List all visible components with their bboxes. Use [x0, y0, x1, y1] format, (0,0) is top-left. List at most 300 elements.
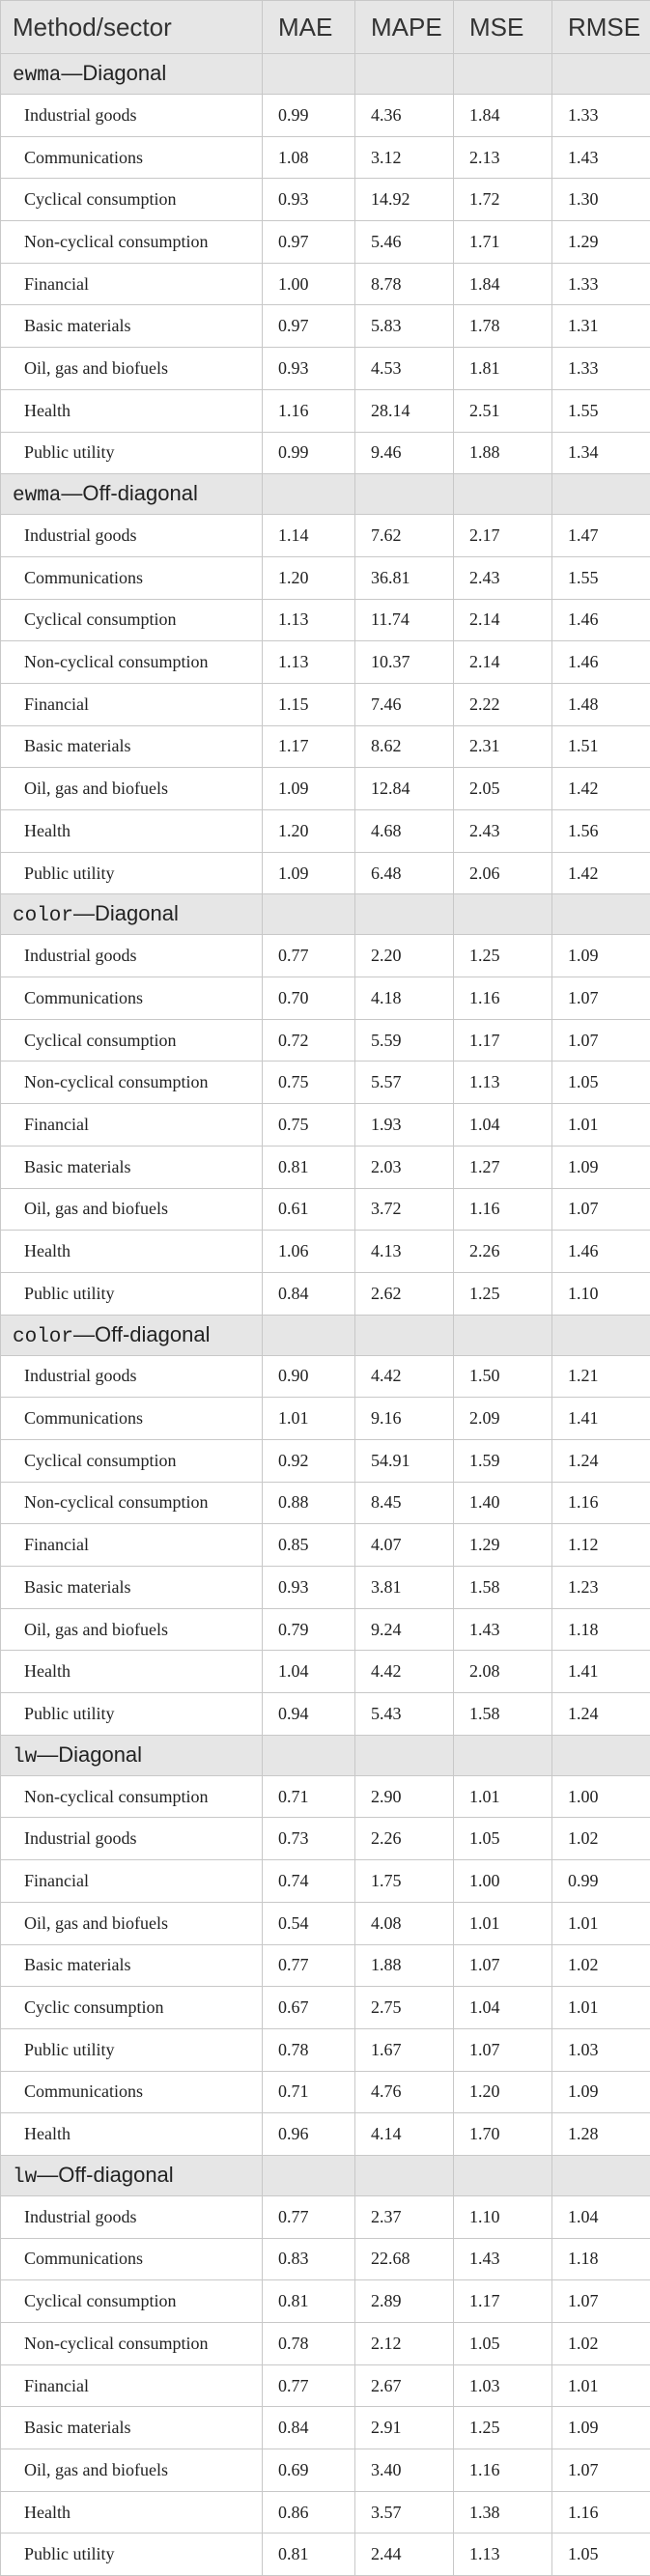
sector-name-cell: Basic materials [1, 1146, 263, 1188]
section-label: —Diagonal [61, 61, 166, 85]
section-empty-cell [355, 474, 454, 515]
table-row [1, 2071, 650, 2113]
mse-cell: 1.58 [454, 1693, 552, 1736]
column-header-method-sector: Method/sector [1, 1, 263, 54]
table-row [1, 305, 650, 348]
rmse-cell: 1.24 [552, 1439, 650, 1482]
mse-cell: 1.01 [454, 1902, 552, 1944]
table-row [1, 599, 650, 641]
mse-cell: 1.01 [454, 1775, 552, 1818]
section-empty-cell [263, 1735, 355, 1775]
section-label: —Diagonal [37, 1742, 142, 1767]
rmse-cell: 1.05 [552, 1062, 650, 1104]
section-header-row [1, 2155, 650, 2195]
table-row [1, 1146, 650, 1188]
section-label: —Off-diagonal [73, 1322, 210, 1346]
rmse-cell: 1.46 [552, 1231, 650, 1273]
table-row [1, 179, 650, 221]
mse-cell: 1.43 [454, 2238, 552, 2280]
mse-cell: 1.17 [454, 2280, 552, 2323]
table-row [1, 1608, 650, 1651]
table-row [1, 1987, 650, 2029]
sector-name-cell: Communications [1, 136, 263, 179]
rmse-cell: 1.56 [552, 810, 650, 853]
mse-cell: 2.06 [454, 852, 552, 894]
table-row [1, 1567, 650, 1609]
mse-cell: 2.14 [454, 599, 552, 641]
section-title [1, 54, 263, 95]
mape-cell: 4.08 [355, 1902, 454, 1944]
section-empty-cell [454, 2155, 552, 2195]
mape-cell: 9.24 [355, 1608, 454, 1651]
mape-cell: 54.91 [355, 1439, 454, 1482]
mae-cell: 0.77 [263, 2195, 355, 2238]
mape-cell: 2.03 [355, 1146, 454, 1188]
mse-cell: 1.13 [454, 1062, 552, 1104]
table-row [1, 1439, 650, 1482]
section-method-code: lw [13, 2166, 37, 2189]
table-row [1, 95, 650, 137]
mae-cell: 0.77 [263, 1944, 355, 1987]
rmse-cell: 1.16 [552, 2491, 650, 2534]
mape-cell: 4.07 [355, 1524, 454, 1567]
table-row [1, 977, 650, 1020]
mae-cell: 0.93 [263, 348, 355, 390]
mse-cell: 2.22 [454, 683, 552, 725]
mse-cell: 1.07 [454, 1944, 552, 1987]
column-header-mae: MAE [263, 1, 355, 54]
table-row [1, 768, 650, 810]
mae-cell: 1.09 [263, 768, 355, 810]
sector-name-cell: Financial [1, 1524, 263, 1567]
sector-name-cell: Industrial goods [1, 935, 263, 977]
mse-cell: 2.43 [454, 556, 552, 599]
sector-name-cell: Communications [1, 977, 263, 1020]
mae-cell: 0.61 [263, 1188, 355, 1231]
mse-cell: 1.16 [454, 1188, 552, 1231]
mae-cell: 1.14 [263, 515, 355, 557]
mae-cell: 0.71 [263, 1775, 355, 1818]
sector-name-cell: Communications [1, 556, 263, 599]
mae-cell: 1.17 [263, 725, 355, 768]
mae-cell: 0.71 [263, 2071, 355, 2113]
mae-cell: 0.73 [263, 1818, 355, 1860]
section-header-row [1, 894, 650, 935]
sector-name-cell: Public utility [1, 1693, 263, 1736]
mae-cell: 0.84 [263, 2407, 355, 2449]
sector-name-cell: Non-cyclical consumption [1, 1482, 263, 1524]
mse-cell: 1.38 [454, 2491, 552, 2534]
rmse-cell: 1.01 [552, 1902, 650, 1944]
mape-cell: 4.13 [355, 1231, 454, 1273]
mape-cell: 1.93 [355, 1104, 454, 1146]
mape-cell: 14.92 [355, 179, 454, 221]
table-row [1, 852, 650, 894]
sector-name-cell: Financial [1, 2364, 263, 2407]
mse-cell: 1.25 [454, 1272, 552, 1315]
mape-cell: 3.81 [355, 1567, 454, 1609]
mape-cell: 5.43 [355, 1693, 454, 1736]
rmse-cell: 1.07 [552, 977, 650, 1020]
mae-cell: 1.16 [263, 389, 355, 432]
sector-name-cell: Public utility [1, 852, 263, 894]
section-empty-cell [355, 1735, 454, 1775]
mape-cell: 1.67 [355, 2028, 454, 2071]
mae-cell: 1.01 [263, 1398, 355, 1440]
mape-cell: 2.62 [355, 1272, 454, 1315]
rmse-cell: 1.09 [552, 2071, 650, 2113]
mse-cell: 1.10 [454, 2195, 552, 2238]
sector-name-cell: Oil, gas and biofuels [1, 2449, 263, 2492]
mse-cell: 2.13 [454, 136, 552, 179]
rmse-cell: 0.99 [552, 1860, 650, 1903]
mape-cell: 4.76 [355, 2071, 454, 2113]
mae-cell: 0.96 [263, 2113, 355, 2156]
sector-name-cell: Industrial goods [1, 515, 263, 557]
mape-cell: 2.26 [355, 1818, 454, 1860]
mse-cell: 1.05 [454, 1818, 552, 1860]
mae-cell: 0.92 [263, 1439, 355, 1482]
mae-cell: 0.77 [263, 2364, 355, 2407]
table-row [1, 389, 650, 432]
mse-cell: 1.59 [454, 1439, 552, 1482]
sector-name-cell: Cyclical consumption [1, 599, 263, 641]
sector-name-cell: Financial [1, 683, 263, 725]
table-row [1, 1482, 650, 1524]
rmse-cell: 1.01 [552, 1104, 650, 1146]
mse-cell: 1.00 [454, 1860, 552, 1903]
sector-name-cell: Public utility [1, 432, 263, 474]
sector-name-cell: Industrial goods [1, 1818, 263, 1860]
sector-name-cell: Communications [1, 1398, 263, 1440]
sector-name-cell: Health [1, 2491, 263, 2534]
rmse-cell: 1.42 [552, 768, 650, 810]
mse-cell: 1.40 [454, 1482, 552, 1524]
sector-name-cell: Non-cyclical consumption [1, 2323, 263, 2365]
table-row [1, 2364, 650, 2407]
mse-cell: 1.04 [454, 1104, 552, 1146]
mape-cell: 4.18 [355, 977, 454, 1020]
section-title [1, 1315, 263, 1355]
sector-name-cell: Oil, gas and biofuels [1, 1188, 263, 1231]
table-row [1, 1818, 650, 1860]
sector-name-cell: Health [1, 389, 263, 432]
mape-cell: 11.74 [355, 599, 454, 641]
rmse-cell: 1.34 [552, 432, 650, 474]
sector-name-cell: Cyclical consumption [1, 2280, 263, 2323]
table-row [1, 556, 650, 599]
mape-cell: 9.46 [355, 432, 454, 474]
rmse-cell: 1.51 [552, 725, 650, 768]
rmse-cell: 1.33 [552, 95, 650, 137]
mae-cell: 0.77 [263, 935, 355, 977]
sector-name-cell: Basic materials [1, 2407, 263, 2449]
mape-cell: 5.57 [355, 1062, 454, 1104]
table-row [1, 1775, 650, 1818]
table-row [1, 1272, 650, 1315]
rmse-cell: 1.07 [552, 1188, 650, 1231]
table-row [1, 432, 650, 474]
mae-cell: 0.67 [263, 1987, 355, 2029]
mae-cell: 1.09 [263, 852, 355, 894]
section-empty-cell [552, 54, 650, 95]
mape-cell: 3.72 [355, 1188, 454, 1231]
table-row [1, 2280, 650, 2323]
mse-cell: 1.27 [454, 1146, 552, 1188]
table-row [1, 2491, 650, 2534]
mape-cell: 8.78 [355, 263, 454, 305]
rmse-cell: 1.01 [552, 2364, 650, 2407]
mae-cell: 0.84 [263, 1272, 355, 1315]
section-empty-cell [263, 1315, 355, 1355]
mse-cell: 1.78 [454, 305, 552, 348]
sector-name-cell: Non-cyclical consumption [1, 1775, 263, 1818]
rmse-cell: 1.07 [552, 2449, 650, 2492]
sector-name-cell: Basic materials [1, 1567, 263, 1609]
section-label: —Diagonal [73, 901, 179, 925]
table-row [1, 515, 650, 557]
mae-cell: 1.08 [263, 136, 355, 179]
mae-cell: 0.78 [263, 2323, 355, 2365]
mape-cell: 6.48 [355, 852, 454, 894]
sector-name-cell: Oil, gas and biofuels [1, 348, 263, 390]
table-header-row [1, 1, 650, 54]
table-row [1, 221, 650, 264]
mae-cell: 1.06 [263, 1231, 355, 1273]
section-header-row [1, 1315, 650, 1355]
sector-name-cell: Cyclic consumption [1, 1987, 263, 2029]
sector-name-cell: Communications [1, 2071, 263, 2113]
sector-name-cell: Non-cyclical consumption [1, 221, 263, 264]
rmse-cell: 1.00 [552, 1775, 650, 1818]
section-empty-cell [454, 474, 552, 515]
column-header-mse: MSE [454, 1, 552, 54]
sector-name-cell: Cyclical consumption [1, 1439, 263, 1482]
mape-cell: 7.62 [355, 515, 454, 557]
section-empty-cell [454, 1315, 552, 1355]
section-label: —Off-diagonal [61, 481, 197, 505]
rmse-cell: 1.02 [552, 2323, 650, 2365]
table-row [1, 2238, 650, 2280]
mape-cell: 5.83 [355, 305, 454, 348]
section-empty-cell [355, 894, 454, 935]
table-row [1, 1355, 650, 1398]
mape-cell: 2.91 [355, 2407, 454, 2449]
mae-cell: 1.13 [263, 599, 355, 641]
mape-cell: 4.53 [355, 348, 454, 390]
table-row [1, 1188, 650, 1231]
rmse-cell: 1.41 [552, 1651, 650, 1693]
rmse-cell: 1.07 [552, 1019, 650, 1062]
section-title [1, 1735, 263, 1775]
mae-cell: 0.94 [263, 1693, 355, 1736]
sector-name-cell: Non-cyclical consumption [1, 641, 263, 684]
rmse-cell: 1.42 [552, 852, 650, 894]
table-row [1, 2195, 650, 2238]
rmse-cell: 1.55 [552, 389, 650, 432]
rmse-cell: 1.33 [552, 263, 650, 305]
mse-cell: 2.05 [454, 768, 552, 810]
section-empty-cell [263, 2155, 355, 2195]
mae-cell: 0.97 [263, 305, 355, 348]
sector-name-cell: Non-cyclical consumption [1, 1062, 263, 1104]
mape-cell: 8.45 [355, 1482, 454, 1524]
section-empty-cell [263, 894, 355, 935]
table-row [1, 263, 650, 305]
rmse-cell: 1.02 [552, 1818, 650, 1860]
table-row [1, 348, 650, 390]
mae-cell: 1.00 [263, 263, 355, 305]
mae-cell: 1.20 [263, 810, 355, 853]
mse-cell: 1.43 [454, 1608, 552, 1651]
mse-cell: 1.13 [454, 2534, 552, 2576]
section-header-row [1, 54, 650, 95]
mae-cell: 0.99 [263, 432, 355, 474]
table-row [1, 2028, 650, 2071]
mape-cell: 9.16 [355, 1398, 454, 1440]
column-header-mape: MAPE [355, 1, 454, 54]
section-method-code: color [13, 1326, 73, 1348]
section-empty-cell [552, 1735, 650, 1775]
sector-name-cell: Financial [1, 263, 263, 305]
table-row [1, 1104, 650, 1146]
mse-cell: 2.09 [454, 1398, 552, 1440]
section-empty-cell [454, 894, 552, 935]
mse-cell: 1.16 [454, 977, 552, 1020]
sector-name-cell: Basic materials [1, 725, 263, 768]
rmse-cell: 1.10 [552, 1272, 650, 1315]
mae-cell: 0.93 [263, 179, 355, 221]
table-row [1, 136, 650, 179]
mse-cell: 1.05 [454, 2323, 552, 2365]
mse-cell: 1.70 [454, 2113, 552, 2156]
sector-name-cell: Health [1, 2113, 263, 2156]
mse-cell: 2.43 [454, 810, 552, 853]
sector-name-cell: Oil, gas and biofuels [1, 768, 263, 810]
rmse-cell: 1.48 [552, 683, 650, 725]
mae-cell: 0.75 [263, 1104, 355, 1146]
mae-cell: 0.75 [263, 1062, 355, 1104]
mse-cell: 2.17 [454, 515, 552, 557]
mae-cell: 0.93 [263, 1567, 355, 1609]
mse-cell: 1.25 [454, 935, 552, 977]
section-empty-cell [552, 894, 650, 935]
rmse-cell: 1.18 [552, 1608, 650, 1651]
mse-cell: 1.07 [454, 2028, 552, 2071]
mae-cell: 0.54 [263, 1902, 355, 1944]
section-empty-cell [454, 1735, 552, 1775]
mae-cell: 0.88 [263, 1482, 355, 1524]
rmse-cell: 1.29 [552, 221, 650, 264]
table-row [1, 1231, 650, 1273]
mape-cell: 4.68 [355, 810, 454, 853]
section-empty-cell [263, 54, 355, 95]
mape-cell: 28.14 [355, 389, 454, 432]
table-row [1, 810, 650, 853]
rmse-cell: 1.31 [552, 305, 650, 348]
mse-cell: 1.58 [454, 1567, 552, 1609]
mape-cell: 2.75 [355, 1987, 454, 2029]
rmse-cell: 1.01 [552, 1987, 650, 2029]
table-row [1, 935, 650, 977]
section-empty-cell [552, 2155, 650, 2195]
mae-cell: 1.13 [263, 641, 355, 684]
section-title [1, 2155, 263, 2195]
section-header-row [1, 474, 650, 515]
rmse-cell: 1.03 [552, 2028, 650, 2071]
table-row [1, 1398, 650, 1440]
mape-cell: 4.36 [355, 95, 454, 137]
table-row [1, 1019, 650, 1062]
table-row [1, 2407, 650, 2449]
mse-cell: 1.16 [454, 2449, 552, 2492]
section-empty-cell [552, 1315, 650, 1355]
table-row [1, 2323, 650, 2365]
rmse-cell: 1.05 [552, 2534, 650, 2576]
sector-name-cell: Oil, gas and biofuels [1, 1608, 263, 1651]
table-row [1, 1902, 650, 1944]
sector-name-cell: Public utility [1, 1272, 263, 1315]
table-row [1, 1693, 650, 1736]
mse-cell: 2.31 [454, 725, 552, 768]
rmse-cell: 1.21 [552, 1355, 650, 1398]
mse-cell: 1.04 [454, 1987, 552, 2029]
section-empty-cell [454, 54, 552, 95]
mse-cell: 2.26 [454, 1231, 552, 1273]
mape-cell: 3.57 [355, 2491, 454, 2534]
table-row [1, 1651, 650, 1693]
mape-cell: 3.40 [355, 2449, 454, 2492]
rmse-cell: 1.30 [552, 179, 650, 221]
mae-cell: 0.99 [263, 95, 355, 137]
mae-cell: 0.90 [263, 1355, 355, 1398]
rmse-cell: 1.09 [552, 935, 650, 977]
sector-name-cell: Industrial goods [1, 2195, 263, 2238]
mape-cell: 4.14 [355, 2113, 454, 2156]
rmse-cell: 1.04 [552, 2195, 650, 2238]
section-method-code: ewma [13, 485, 61, 507]
mape-cell: 2.90 [355, 1775, 454, 1818]
mae-cell: 0.81 [263, 2280, 355, 2323]
mape-cell: 3.12 [355, 136, 454, 179]
rmse-cell: 1.46 [552, 599, 650, 641]
table-row [1, 1944, 650, 1987]
table-row [1, 725, 650, 768]
section-title [1, 894, 263, 935]
mape-cell: 2.44 [355, 2534, 454, 2576]
table-row [1, 1860, 650, 1903]
table-row [1, 641, 650, 684]
rmse-cell: 1.18 [552, 2238, 650, 2280]
mape-cell: 22.68 [355, 2238, 454, 2280]
mse-cell: 1.81 [454, 348, 552, 390]
mae-cell: 0.72 [263, 1019, 355, 1062]
sector-name-cell: Cyclical consumption [1, 179, 263, 221]
mse-cell: 2.14 [454, 641, 552, 684]
section-empty-cell [355, 1315, 454, 1355]
mape-cell: 4.42 [355, 1651, 454, 1693]
rmse-cell: 1.09 [552, 2407, 650, 2449]
mse-cell: 1.84 [454, 95, 552, 137]
mape-cell: 36.81 [355, 556, 454, 599]
mse-cell: 1.03 [454, 2364, 552, 2407]
mape-cell: 12.84 [355, 768, 454, 810]
mse-cell: 1.50 [454, 1355, 552, 1398]
rmse-cell: 1.43 [552, 136, 650, 179]
mape-cell: 5.46 [355, 221, 454, 264]
mae-cell: 0.83 [263, 2238, 355, 2280]
sector-name-cell: Financial [1, 1860, 263, 1903]
